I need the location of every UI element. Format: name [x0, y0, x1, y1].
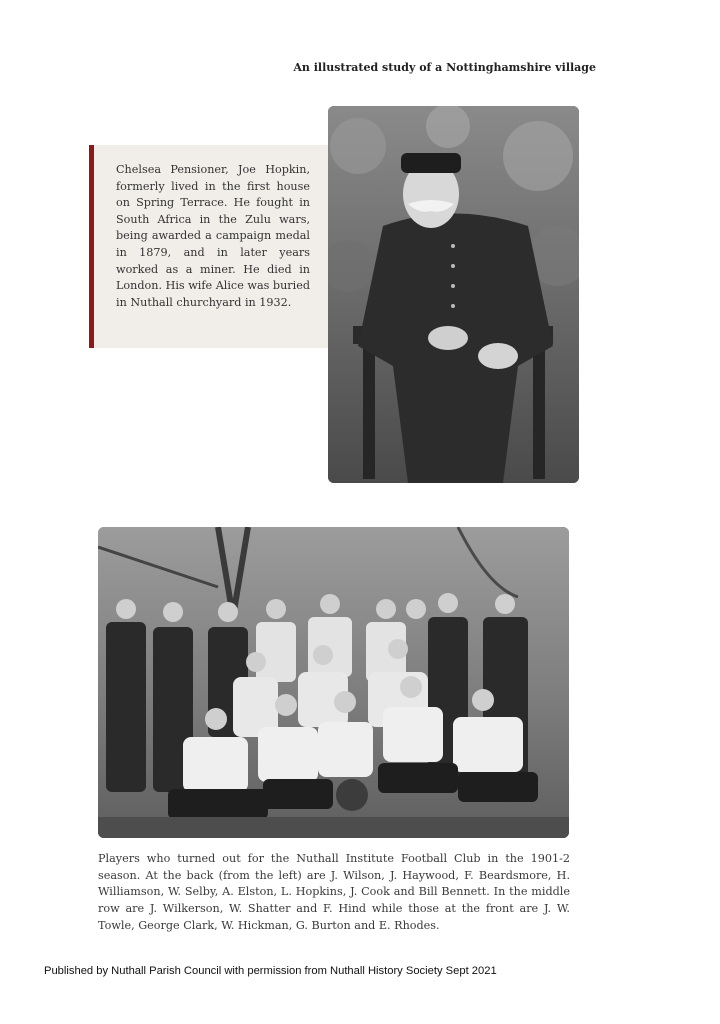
- page-header-title: An illustrated study of a Nottinghamshire village: [293, 61, 596, 74]
- page-footer: Published by Nuthall Parish Council with permission from Nuthall History Society Sept 2021: [44, 965, 497, 977]
- pensioner-callout-box: [89, 145, 329, 348]
- pensioner-photo-image: [328, 106, 579, 483]
- pensioner-callout-text: Chelsea Pensioner, Joe Hopkin, formerly lived in the first house on Spring Terrace. He fought in South Africa in the Zulu wars, being awarded a campaign medal in 1879, and in later years worked as a miner. He died in London. His wife Alice was buried in Nuthall churchyard in 1932.: [116, 163, 310, 309]
- football-team-photo: [98, 527, 569, 838]
- pensioner-photo: [328, 106, 579, 483]
- team-photo-caption: Players who turned out for the Nuthall Institute Football Club in the 1901-2 season. At the back (from the left) are J. Wilson, J. Haywood, F. Beardsmore, H. Williamson, W. Selby, A. Elston, L. Hopkins, J. Cook and Bill Bennett. In the middle row are J. Wilkerson, W. Shatter and F. Hind while those at the front are J. W. Towle, George Clark, W. Hickman, G. Burton and E. Rhodes.: [98, 852, 570, 932]
- football-team-photo-image: [98, 527, 569, 838]
